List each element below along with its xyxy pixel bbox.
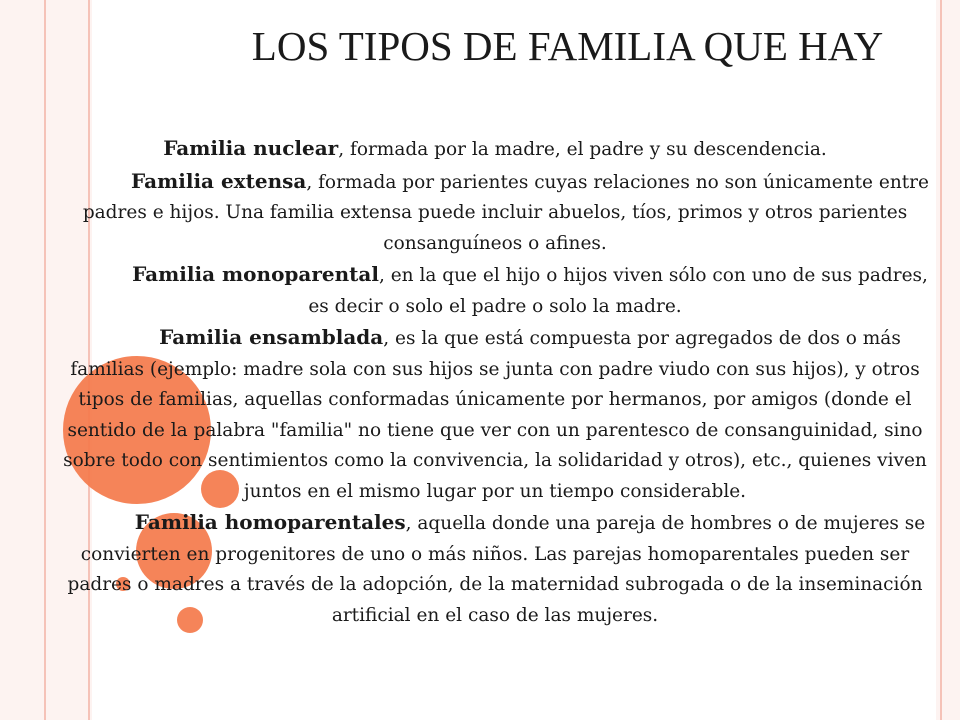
term: Familia ensamblada (159, 325, 384, 349)
definition: , en la que el hijo o hijos viven sólo con uno de sus padres, es decir o solo el padre o solo la madre. (308, 265, 928, 317)
slide-body (50, 133, 940, 631)
right-decor-line (940, 0, 942, 720)
paragraph-nuclear (50, 133, 940, 166)
term: Familia nuclear (163, 136, 339, 160)
paragraph-monoparental (50, 259, 940, 322)
term: Familia homoparentales (134, 510, 406, 534)
paragraph-ensamblada (50, 322, 940, 507)
left-decor-line (44, 0, 46, 720)
definition: , formada por parientes cuyas relaciones no son únicamente entre padres e hijos. Una familia extensa puede incluir abuelos, tíos, primos y otros parientes consanguíneos o afines. (82, 171, 929, 254)
definition: , formada por la madre, el padre y su descendencia. (338, 139, 827, 160)
paragraph-extensa (50, 166, 940, 260)
definition: , es la que está compuesta por agregados de dos o más familias (ejemplo: madre sola con sus hijos se junta con padre viudo con sus hijos), y otros tipos de familias, aquellas conformadas únicamente por hermanos, por amigos (donde el sentido de la palabra "familia" no tiene que ver con un parentesco de consanguinidad, sino sobre todo con sentimientos como la convivencia, la solidaridad y otros), etc., quienes viven juntos en el mismo lugar por un tiempo considerable. (63, 328, 927, 502)
term: Familia extensa (131, 168, 307, 193)
slide-title: LOS TIPOS DE FAMILIA QUE HAY (251, 23, 884, 69)
paragraph-homoparentales (50, 507, 940, 631)
definition: , aquella donde una pareja de hombres o de mujeres se convierten en progenitores de uno o más niños. Las parejas homoparentales pueden ser padres o madres a través de la adopción, de la maternidad subrogada o de la inseminación artificial en el caso de las mujeres. (67, 513, 926, 626)
term: Familia monoparental (132, 262, 379, 286)
